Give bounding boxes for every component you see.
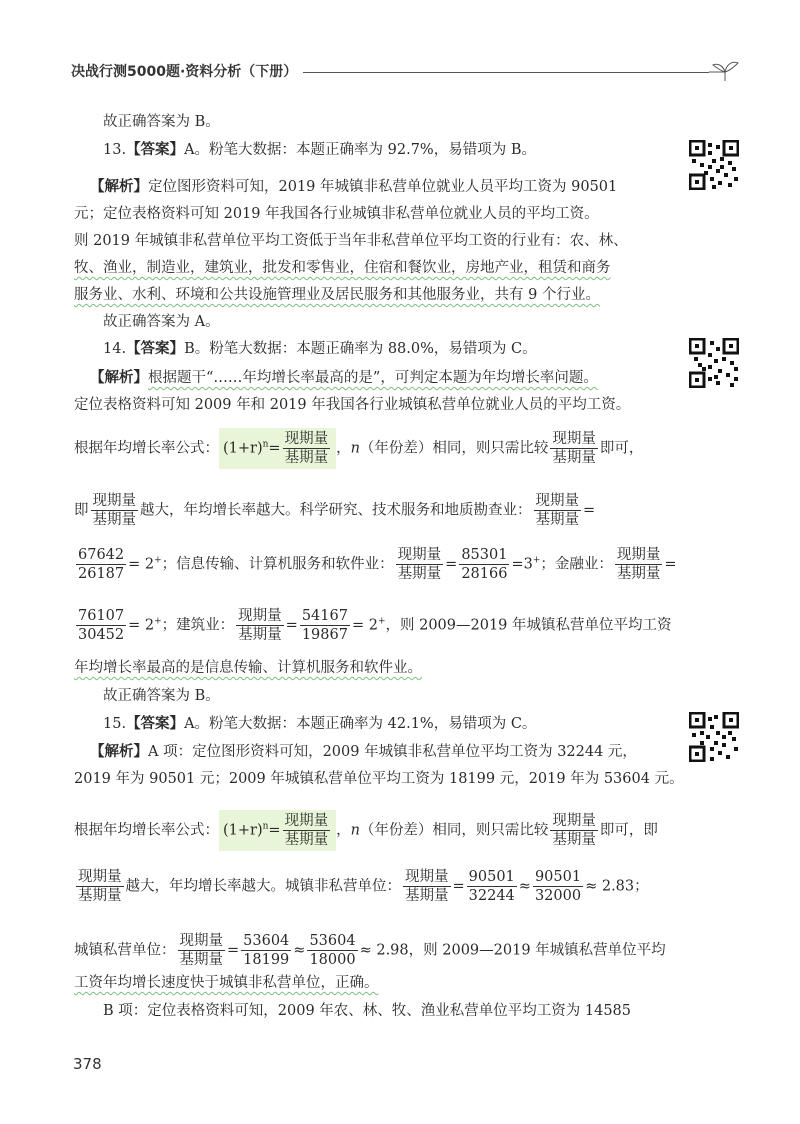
q13-text-line: 牧、渔业，制造业，建筑业，批发和零售业，住宿和餐饮业，房地产业，租赁和商务	[74, 260, 611, 276]
q14-text-line: 年均增长率最高的是信息传输、计算机服务和软件业。	[74, 660, 422, 676]
conclusion-line: 故正确答案为 B。	[103, 114, 220, 130]
sprout-icon	[705, 57, 741, 87]
q14-formula-line: 根据年均增长率公式： $(1+r)^n=$ $\frac{\text{现期量}}{\text{基期量}}$ ，n（年份差）相同，则只需比较 $\frac{\text{现期量}}{\text{基期量}}$ 即可，	[74, 428, 738, 469]
formula-highlight: $(1+r)^n=$ $\frac{\text{现期量}}{\text{基期量}}$	[219, 428, 336, 469]
header-rule	[303, 72, 709, 73]
page-header	[71, 57, 741, 87]
q15-calc-line: $\frac{\text{现期量}}{\text{基期量}}$ 越大，年均增长率越大。城镇非私营单位： $\frac{\text{现期量}}{\text{基期量}}$ = $\frac{90501}{32244}$ ≈ $\frac{90501}{32000}$ ≈ 2.83；	[78, 869, 649, 904]
conclusion-line: 故正确答案为 B。	[103, 688, 220, 704]
q13-text-line: 元；定位表格资料可知 2019 年我国各行业城镇非私营单位就业人员的平均工资。	[74, 206, 599, 222]
qr-code-icon[interactable]	[689, 140, 739, 190]
q13-text-line: 则 2019 年城镇非私营单位平均工资低于当年非私营单位平均工资的行业有：农、林、	[74, 233, 628, 249]
q14-text-line: 定位表格资料可知 2009 年和 2019 年我国各行业城镇私营单位就业人员的平均工资。	[74, 397, 631, 413]
page-number: 378	[73, 1055, 102, 1073]
book-title: 决战行测5000题·资料分析（下册）	[71, 64, 298, 80]
q13-text-line: 服务业、水利、环境和公共设施管理业及居民服务和其他服务业，共有 9 个行业。	[74, 287, 600, 303]
q15-text-line: B 项：定位表格资料可知，2009 年农、林、牧、渔业私营单位平均工资为 14585	[103, 1003, 632, 1019]
q14-text-line: 即 $\frac{\text{现期量}}{\text{基期量}}$ 越大，年均增长率越大。科学研究、技术服务和地质勘查业： $\frac{\text{现期量}}{\text{基期量}}$ =	[74, 493, 596, 528]
qr-code-icon[interactable]	[689, 338, 739, 388]
q15-parse-line: 【解析】A 项：定位图形资料可知，2009 年城镇非私营单位平均工资为 32244 元，	[90, 743, 637, 760]
q13-parse-line: 【解析】定位图形资料可知，2019 年城镇非私营单位就业人员平均工资为 90501	[90, 178, 618, 195]
q14-calc-line: $\frac{76107}{30452}$ = 2+；建筑业： $\frac{\text{现期量}}{\text{基期量}}$ = $\frac{54167}{19867}$ = 2+，则 2009—2019 年城镇私营单位平均工资	[78, 608, 672, 643]
q15-calc-line: 城镇私营单位： $\frac{\text{现期量}}{\text{基期量}}$ = $\frac{53604}{18199}$ ≈ $\frac{53604}{18000}$ ≈ 2.98，则 2009—2019 年城镇私营单位平均	[74, 933, 666, 968]
formula-highlight: $(1+r)^n=$ $\frac{\text{现期量}}{\text{基期量}}$	[219, 810, 336, 851]
q14-answer-line: 14.【答案】B。粉笔大数据：本题正确率为 88.0%，易错项为 C。	[103, 340, 537, 357]
q15-text-line: 2019 年为 90501 元；2009 年城镇私营单位平均工资为 18199 元，2019 年为 53604 元。	[74, 771, 684, 787]
qr-code-icon[interactable]	[689, 712, 739, 762]
q15-formula-line: 根据年均增长率公式： $(1+r)^n=$ $\frac{\text{现期量}}{\text{基期量}}$ ，n（年份差）相同，则只需比较 $\frac{\text{现期量}}{\text{基期量}}$ 即可，即	[74, 810, 738, 851]
q15-text-line: 工资年均增长速度快于城镇非私营单位，正确。	[74, 975, 379, 991]
q14-calc-line: $\frac{67642}{26187}$ = 2+；信息传输、计算机服务和软件业： $\frac{\text{现期量}}{\text{基期量}}$ = $\frac{85301}{28166}$ =3+；金融业： $\frac{\text{现期量}}{\text{基期量}}$ =	[78, 547, 677, 582]
q15-answer-line: 15.【答案】A。粉笔大数据：本题正确率为 42.1%，易错项为 C。	[103, 715, 537, 732]
q13-answer-line: 13.【答案】A。粉笔大数据：本题正确率为 92.7%，易错项为 B。	[103, 141, 536, 158]
conclusion-line: 故正确答案为 A。	[103, 314, 220, 330]
q14-parse-line: 【解析】根据题干“……年均增长率最高的是”，可判定本题为年均增长率问题。	[90, 369, 598, 386]
